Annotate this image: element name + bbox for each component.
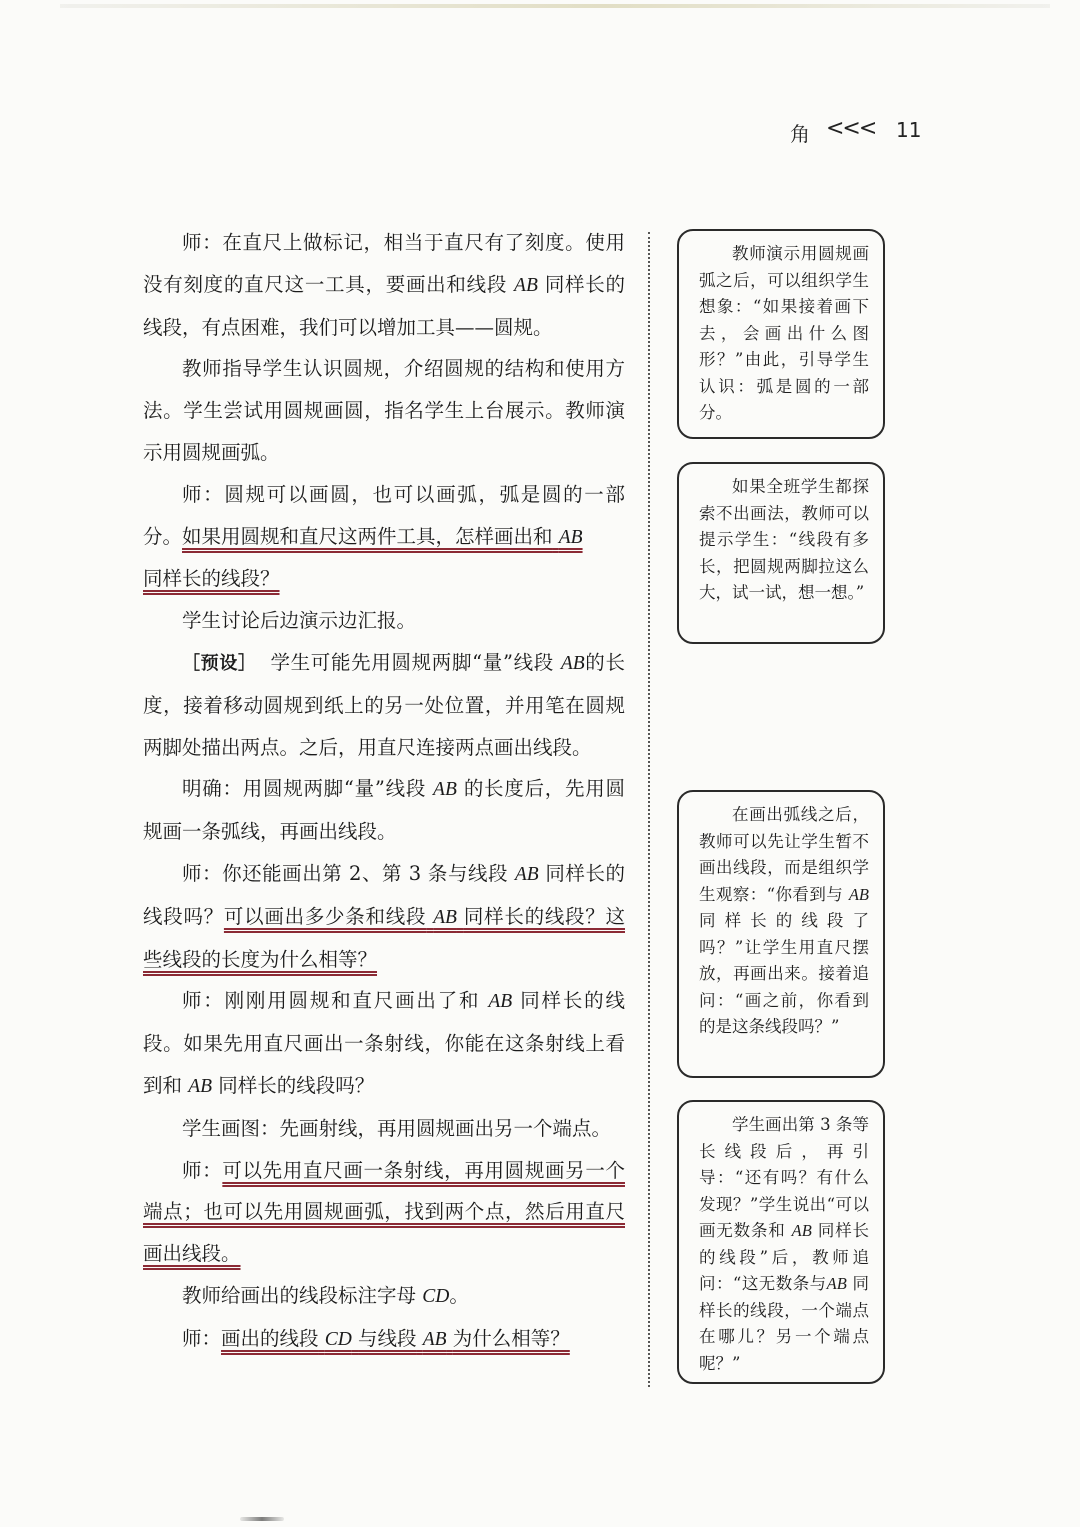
note-text: 学生画出第 3 条等长线段后，再引导：“还有吗？有什么发现？”学生说出“可以画无数条和 AB 同样长的线段”后，教师追问：“这无数条与AB 同样长的线段，一个端点在哪儿？另一个端点呢？”	[699, 1115, 870, 1373]
paragraph: 师：圆规可以画圆，也可以画弧，弧是圆的一部分。如果用圆规和直尺这两件工具，怎样画出和 AB 同样长的线段？	[143, 482, 625, 591]
margin-note	[677, 1100, 885, 1384]
note-text: 教师演示用圆规画弧之后，可以组织学生想象：“如果接着画下去，会画出什么图形？”由此，引导学生认识：弧是圆的一部分。	[699, 244, 869, 422]
scan-bottom-mark	[240, 1517, 284, 1521]
main-text-column	[143, 222, 625, 1361]
paragraph: 师：画出的线段 CD 与线段 AB 为什么相等？	[182, 1326, 570, 1350]
margin-note	[677, 790, 885, 1078]
preset-tag: ［预设］	[182, 652, 257, 674]
paragraph: 学生画图：先画射线，再用圆规画出另一个端点。	[182, 1116, 612, 1140]
paragraph: 师：你还能画出第 2、第 3 条与线段 AB 同样长的线段吗？可以画出多少条和线段 AB 同样长的线段？这些线段的长度为什么相等？	[143, 861, 625, 971]
column-divider	[648, 232, 650, 1387]
running-header	[790, 118, 930, 150]
paragraph: 明确：用圆规两脚“量”线段 AB 的长度后，先用圆规画一条弧线，再画出线段。	[143, 777, 625, 844]
note-text: 如果全班学生都探索不出画法，教师可以提示学生：“线段有多长，把圆规两脚拉这么大，试一试，想一想。”	[699, 477, 869, 602]
paragraph: ［预设］ 学生可能先用圆规两脚“量”线段 AB的长度，接着移动圆规到纸上的另一处位置，并用笔在圆规两脚处描出两点。之后，用直尺连接两点画出线段。	[143, 650, 625, 759]
margin-note	[677, 229, 885, 439]
paragraph: 教师给画出的线段标注字母 CD。	[182, 1283, 469, 1307]
paragraph: 师：可以先用直尺画一条射线，再用圆规画另一个端点；也可以先用圆规画弧，找到两个点，然后用直尺画出线段。	[143, 1158, 625, 1266]
margin-note	[677, 462, 885, 644]
paragraph: 学生讨论后边演示边汇报。	[182, 609, 417, 633]
paragraph: 师：在直尺上做标记，相当于直尺有了刻度。使用没有刻度的直尺这一工具，要画出和线段 AB 同样长的线段，有点困难，我们可以增加工具——圆规。	[143, 231, 625, 339]
chapter-title: 角	[790, 122, 810, 146]
chevron-left-icon: <<<	[826, 116, 876, 141]
paragraph: 师：刚刚用圆规和直尺画出了和 AB 同样长的线段。如果先用直尺画出一条射线，你能在这条射线上看到和 AB 同样长的线段吗？	[143, 989, 625, 1097]
page-number: 11	[896, 118, 922, 142]
paragraph: 教师指导学生认识圆规，介绍圆规的结构和使用方法。学生尝试用圆规画圆，指名学生上台展示。教师演示用圆规画弧。	[143, 357, 625, 464]
scan-top-edge	[60, 4, 1050, 8]
note-text: 在画出弧线之后，教师可以先让学生暂不画出线段，而是组织学生观察：“你看到与 AB 同样长的线段了吗？”让学生用直尺摆放，再画出来。接着追问：“画之前，你看到的是这条线段吗？”	[699, 805, 870, 1036]
